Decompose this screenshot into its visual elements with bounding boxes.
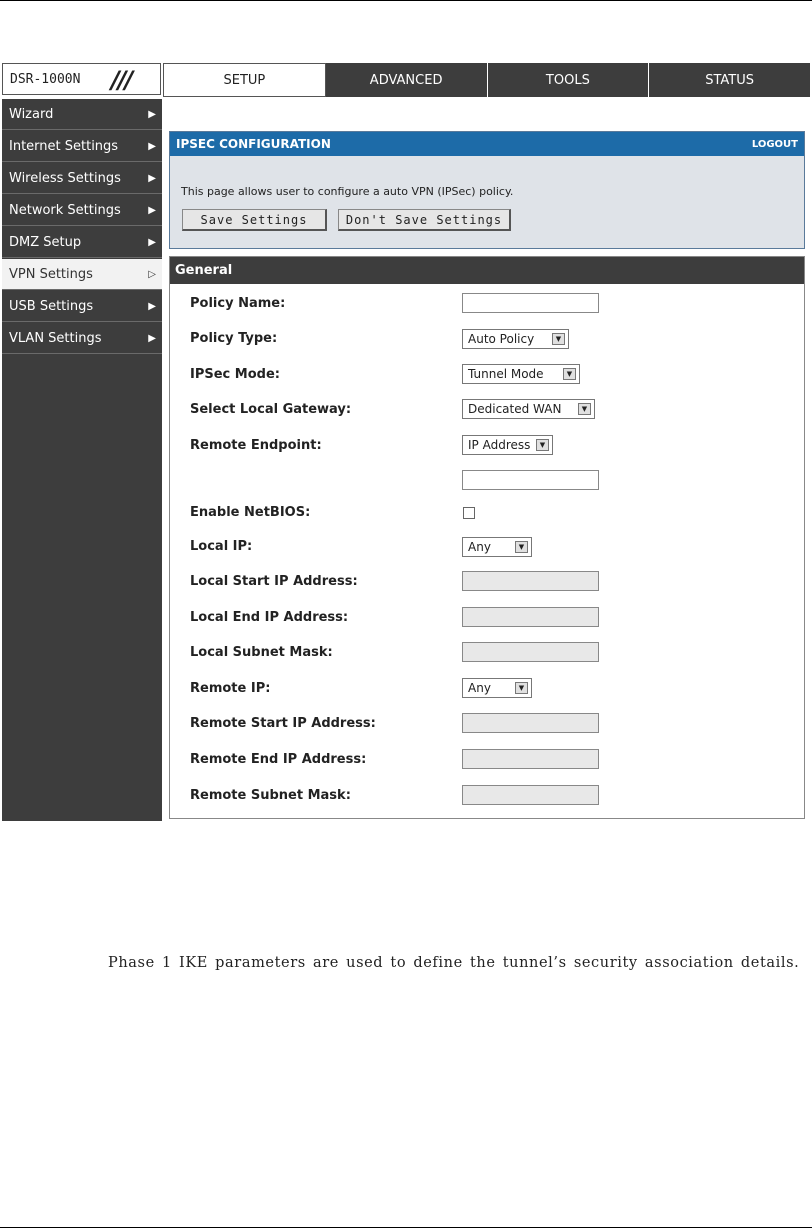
- remote-ip-label: Remote IP:: [190, 681, 271, 696]
- sidebar-item-dmz-setup[interactable]: [2, 227, 162, 258]
- local-end-ip-input[interactable]: [462, 607, 599, 627]
- page-bottom-rule: [0, 1227, 812, 1228]
- tab-tools[interactable]: TOOLS: [488, 63, 650, 97]
- sidebar-item-label: USB Settings: [9, 298, 94, 314]
- sidebar-item-network-settings[interactable]: [2, 195, 162, 226]
- tab-advanced[interactable]: ADVANCED: [326, 63, 488, 97]
- page-top-rule: [0, 0, 812, 1]
- policy-name-label: Policy Name:: [190, 296, 286, 311]
- chevron-down-icon: ▼: [563, 368, 576, 380]
- local-ip-value: Any: [468, 540, 491, 554]
- local-gateway-label: Select Local Gateway:: [190, 402, 352, 417]
- ipsec-mode-select[interactable]: [462, 364, 580, 384]
- remote-end-ip-label: Remote End IP Address:: [190, 752, 367, 767]
- caret-right-icon: ▶: [148, 236, 156, 248]
- local-start-ip-label: Local Start IP Address:: [190, 574, 358, 589]
- sidebar-item-vpn-settings[interactable]: [2, 259, 162, 290]
- logo-model: DSR-1000N: [10, 72, 81, 87]
- remote-subnet-input[interactable]: [462, 785, 599, 805]
- sidebar-item-vlan-settings[interactable]: [2, 323, 162, 354]
- caret-right-outline-icon: ▷: [148, 268, 156, 280]
- tab-setup[interactable]: SETUP: [163, 63, 326, 97]
- policy-name-input[interactable]: [462, 293, 599, 313]
- sidebar-item-label: DMZ Setup: [9, 234, 82, 250]
- policy-type-select[interactable]: [462, 329, 569, 349]
- enable-netbios-checkbox[interactable]: [463, 507, 475, 519]
- local-start-ip-input[interactable]: [462, 571, 599, 591]
- sidebar-item-label: VPN Settings: [9, 266, 93, 282]
- caret-right-icon: ▶: [148, 204, 156, 216]
- caret-right-icon: ▶: [148, 140, 156, 152]
- sidebar-item-label: Internet Settings: [9, 138, 119, 154]
- caret-right-icon: ▶: [148, 108, 156, 120]
- ipsec-config-header: [170, 132, 804, 156]
- local-ip-label: Local IP:: [190, 539, 253, 554]
- ipsec-mode-value: Tunnel Mode: [468, 367, 544, 381]
- remote-ip-select[interactable]: [462, 678, 532, 698]
- chevron-down-icon: ▼: [552, 333, 565, 345]
- remote-endpoint-label: Remote Endpoint:: [190, 438, 322, 453]
- policy-type-label: Policy Type:: [190, 331, 278, 346]
- sidebar-item-usb-settings[interactable]: [2, 291, 162, 322]
- local-ip-select[interactable]: [462, 537, 532, 557]
- sidebar: [2, 99, 162, 821]
- save-settings-button[interactable]: Save Settings: [182, 209, 327, 231]
- logo-slashes: ///: [111, 66, 132, 94]
- local-gateway-value: Dedicated WAN: [468, 402, 562, 416]
- general-section-header: General: [170, 257, 804, 284]
- caret-right-icon: ▶: [148, 300, 156, 312]
- main-tabs: [163, 63, 810, 97]
- sidebar-item-label: VLAN Settings: [9, 330, 102, 346]
- remote-subnet-label: Remote Subnet Mask:: [190, 788, 351, 803]
- chevron-down-icon: ▼: [515, 541, 528, 553]
- policy-type-value: Auto Policy: [468, 332, 535, 346]
- local-end-ip-label: Local End IP Address:: [190, 610, 349, 625]
- local-subnet-label: Local Subnet Mask:: [190, 645, 333, 660]
- remote-endpoint-input[interactable]: [462, 470, 599, 490]
- caret-right-icon: ▶: [148, 332, 156, 344]
- sidebar-item-wireless-settings[interactable]: [2, 163, 162, 194]
- document-body-text: Phase 1 IKE parameters are used to define the tunnel’s security association details.: [108, 955, 800, 971]
- logout-link[interactable]: LOGOUT: [751, 138, 798, 150]
- enable-netbios-label: Enable NetBIOS:: [190, 505, 311, 520]
- ipsec-mode-label: IPSec Mode:: [190, 367, 280, 382]
- caret-right-icon: ▶: [148, 172, 156, 184]
- sidebar-item-label: Network Settings: [9, 202, 121, 218]
- remote-endpoint-value: IP Address: [468, 438, 531, 452]
- local-gateway-select[interactable]: [462, 399, 595, 419]
- chevron-down-icon: ▼: [536, 439, 549, 451]
- sidebar-item-wizard[interactable]: [2, 99, 162, 130]
- sidebar-item-label: Wireless Settings: [9, 170, 121, 186]
- dont-save-settings-button[interactable]: Don't Save Settings: [338, 209, 511, 231]
- remote-endpoint-select[interactable]: [462, 435, 553, 455]
- tab-status[interactable]: STATUS: [649, 63, 810, 97]
- remote-start-ip-label: Remote Start IP Address:: [190, 716, 376, 731]
- ipsec-config-panel: [169, 131, 805, 249]
- page-title: IPSEC CONFIGURATION: [176, 137, 331, 151]
- local-subnet-input[interactable]: [462, 642, 599, 662]
- remote-start-ip-input[interactable]: [462, 713, 599, 733]
- remote-end-ip-input[interactable]: [462, 749, 599, 769]
- chevron-down-icon: ▼: [515, 682, 528, 694]
- product-logo: [2, 63, 161, 95]
- chevron-down-icon: ▼: [578, 403, 591, 415]
- sidebar-item-label: Wizard: [9, 106, 54, 122]
- page-description: This page allows user to configure a auto VPN (IPSec) policy.: [181, 185, 514, 198]
- sidebar-item-internet-settings[interactable]: [2, 131, 162, 162]
- remote-ip-value: Any: [468, 681, 491, 695]
